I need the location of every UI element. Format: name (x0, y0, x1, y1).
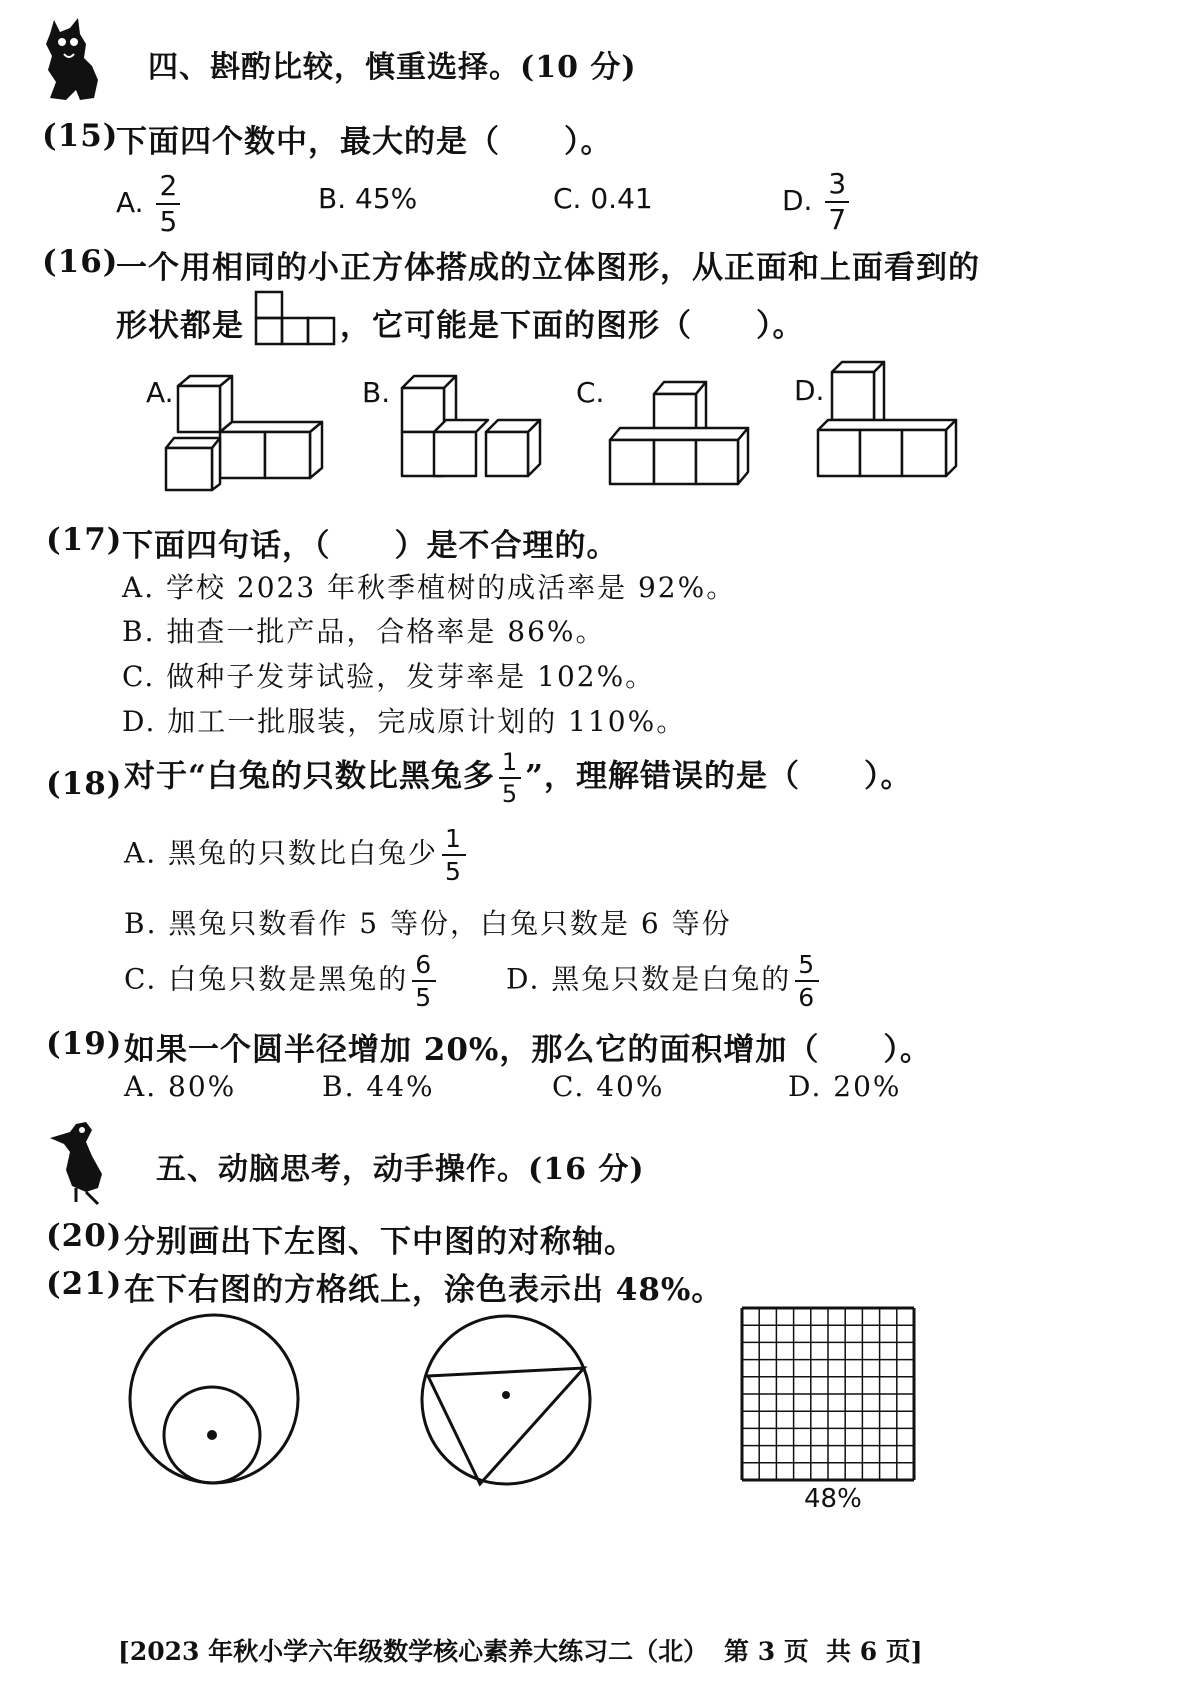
q16-figure-b (396, 372, 546, 484)
q15-option-d-fraction: $\frac{3}{7}$ (825, 170, 849, 234)
q17-option-c[interactable]: C. 做种子发芽试验，发芽率是 102%。 (122, 660, 656, 693)
view-shape-icon (254, 290, 338, 346)
question-18-text: 对于“白兔的只数比黑兔多 $\frac{1}{5}$ ”，理解错误的是（ ）。 (124, 748, 913, 808)
q17-option-d[interactable]: D. 加工一批服装，完成原计划的 110%。 (122, 705, 687, 738)
q19-option-c[interactable]: C. 40% (552, 1070, 665, 1103)
grid-label: 48% (804, 1484, 862, 1514)
q15-option-a-fraction: $\frac{2}{5}$ (156, 172, 180, 236)
question-17-text: 下面四句话，（ ）是不合理的。 (122, 528, 619, 564)
question-19-number: (19) (46, 1026, 123, 1062)
q15-option-c[interactable] (553, 182, 653, 215)
q15-option-c-value: 0.41 (590, 182, 653, 215)
q15-option-a[interactable] (116, 169, 184, 238)
q15-option-d[interactable] (782, 167, 853, 236)
q19-option-d[interactable]: D. 20% (788, 1070, 902, 1103)
question-20-text: 分别画出下左图、下中图的对称轴。 (124, 1224, 636, 1260)
question-16-line1: 一个用相同的小正方体搭成的立体图形，从正面和上面看到的 (116, 250, 980, 286)
q18-fraction: $\frac{1}{5}$ (499, 750, 521, 806)
q19-option-b[interactable]: B. 44% (322, 1070, 435, 1103)
q18-option-d[interactable]: D. 黑兔只数是白兔的 $\frac{5}{6}$ (506, 952, 823, 1010)
question-15-text: 下面四个数中，最大的是（ ）。 (116, 124, 613, 160)
q18-option-b[interactable]: B. 黑兔只数看作 5 等份，白兔只数是 6 等份 (124, 907, 732, 940)
q16-option-c-label[interactable]: C. (576, 376, 605, 409)
question-16-line2-post: ，它可能是下面的图形（ ）。 (340, 308, 805, 344)
q19-option-a[interactable]: A. 80% (124, 1070, 237, 1103)
question-19-text: 如果一个圆半径增加 20%，那么它的面积增加（ ）。 (124, 1032, 932, 1068)
q15-option-c-label: C. (553, 182, 582, 215)
section-5-title: 五、动脑思考，动手操作。(16 分) (156, 1152, 645, 1187)
question-21-number: (21) (46, 1266, 123, 1302)
q18-option-a[interactable]: A. 黑兔的只数比白兔少 $\frac{1}{5}$ (124, 826, 470, 884)
bird-icon (46, 1116, 116, 1206)
q18-option-d-fraction: $\frac{5}{6}$ (795, 952, 819, 1010)
footer-title: [2023 年秋小学六年级数学核心素养大练习二（北） (118, 1637, 709, 1666)
q15-option-d-label: D. (782, 184, 813, 217)
q18-option-c-fraction: $\frac{6}{5}$ (412, 952, 436, 1010)
question-16-number: (16) (42, 244, 119, 280)
q17-option-a[interactable]: A. 学校 2023 年秋季植树的成活率是 92%。 (122, 571, 737, 604)
question-15-number: (15) (42, 118, 119, 154)
section-4-title: 四、斟酌比较，慎重选择。(10 分) (148, 50, 637, 85)
q16-option-d-label[interactable]: D. (794, 374, 825, 407)
q15-option-b-value: 45% (355, 182, 418, 215)
question-20-number: (20) (46, 1218, 123, 1254)
footer-page: 第 3 页 (724, 1637, 809, 1666)
q15-option-b[interactable] (318, 182, 417, 215)
question-21-text: 在下右图的方格纸上，涂色表示出 48%。 (124, 1272, 724, 1308)
q16-figure-c (606, 378, 752, 488)
q18-option-c[interactable]: C. 白兔只数是黑兔的 $\frac{6}{5}$ (124, 952, 440, 1010)
question-17-number: (17) (46, 522, 123, 558)
cat-icon (40, 14, 102, 102)
question-18-number: (18) (46, 766, 123, 802)
inscribed-triangle-figure[interactable] (414, 1312, 598, 1488)
q16-option-a-label[interactable]: A. (146, 376, 174, 409)
q18-option-a-fraction: $\frac{1}{5}$ (442, 826, 466, 884)
footer-total: 共 6 页] (826, 1637, 923, 1666)
nested-circles-figure[interactable] (124, 1312, 304, 1488)
grid-paper[interactable] (738, 1304, 918, 1484)
q17-option-b[interactable]: B. 抽查一批产品，合格率是 86%。 (122, 615, 606, 648)
q15-option-a-label: A. (116, 186, 144, 219)
question-16-line2-pre: 形状都是 (116, 308, 244, 344)
q15-option-b-label: B. (318, 182, 347, 215)
q16-figure-a (160, 372, 330, 494)
q16-option-b-label[interactable]: B. (362, 376, 391, 409)
q16-figure-d (814, 358, 960, 482)
